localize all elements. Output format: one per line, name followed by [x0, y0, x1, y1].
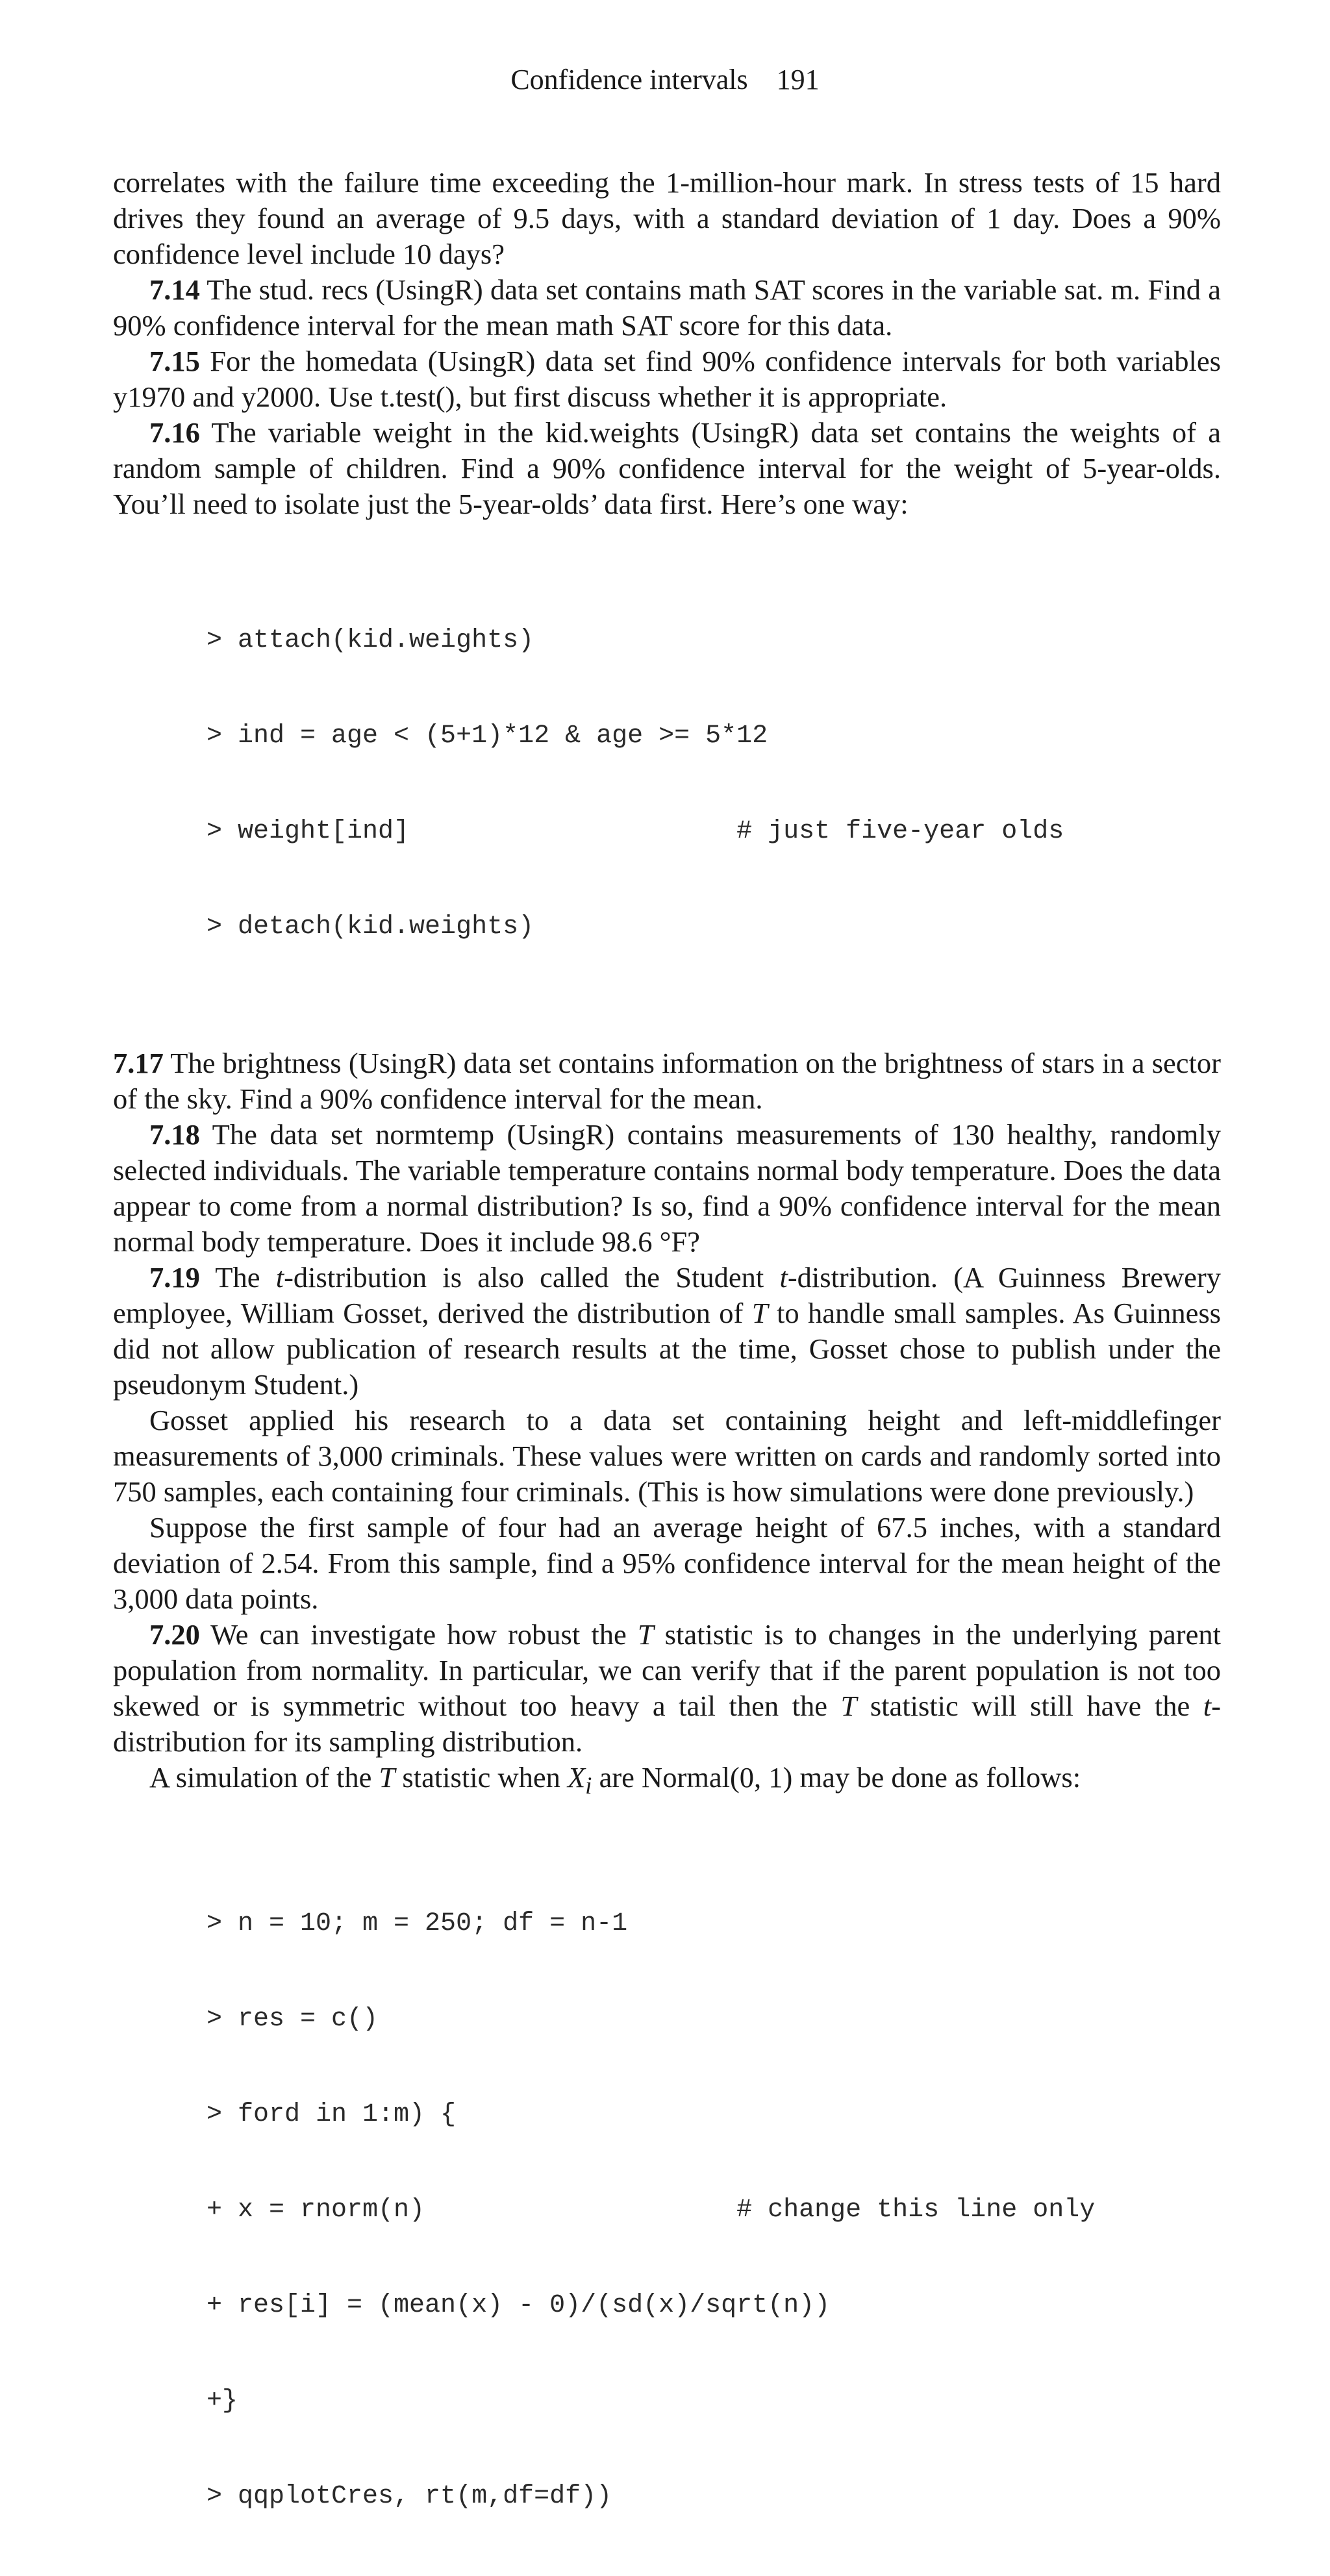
exercise-7-18	[113, 1117, 1221, 1260]
paragraph-text: statistic when	[395, 1761, 568, 1794]
code-line: > n = 10; m = 250; df = n-1	[207, 1908, 628, 1938]
italic-symbol: T	[637, 1618, 654, 1651]
exercise-number: 7.20	[149, 1618, 200, 1651]
code-line: > ind = age < (5+1)*12 & age >= 5*12	[207, 721, 768, 751]
code-line: + x = rnorm(n) # change this line only	[207, 2195, 1096, 2225]
exercise-text: -distribution. (A Guinness Brewery employee, William Gosset, derived the distribution of	[113, 1261, 1221, 1329]
exercise-text: The data set normtemp (UsingR) contains measurements of 130 healthy, randomly selected individuals. The variable temperature contains normal body temperature. Does the data appear to come from a normal distribution? Is so, find a 90% confidence interval for the mean normal body temperature. Does it include 98.6 °F?	[113, 1118, 1221, 1258]
exercise-number: 7.17	[113, 1047, 164, 1079]
code-block-simulation	[113, 1844, 1221, 2576]
italic-symbol: t	[275, 1261, 284, 1294]
paragraph-gosset	[113, 1403, 1221, 1510]
code-line: + res[i] = (mean(x) - 0)/(sd(x)/sqrt(n))	[207, 2290, 831, 2320]
exercise-text: The brightness (UsingR) data set contains information on the brightness of stars in a sector of the sky. Find a 90% confidence interval for the mean.	[113, 1047, 1221, 1115]
code-line: > weight[ind] # just five-year olds	[207, 817, 1064, 846]
paragraph-continuation	[113, 165, 1221, 272]
running-header-title: Confidence intervals	[510, 64, 748, 95]
code-line: > attach(kid.weights)	[207, 626, 534, 655]
exercise-7-16	[113, 415, 1221, 522]
code-line: > qqplotCres, rt(m,df=df))	[207, 2481, 612, 2511]
exercise-text: The stud. recs (UsingR) data set contains math SAT scores in the variable sat. m. Find a 90% confidence interval for the mean math SAT score for this data.	[113, 273, 1221, 342]
italic-symbol: t	[1203, 1690, 1212, 1722]
exercise-7-15	[113, 344, 1221, 415]
italic-symbol: T	[751, 1297, 768, 1329]
exercise-number: 7.16	[149, 416, 200, 449]
exercise-text: statistic is to changes in the underlying parent population from normality. In particular, we can verify that if the parent population is not too skewed or is symmetric without too heavy a tail then the	[113, 1618, 1221, 1722]
exercise-7-20	[113, 1617, 1221, 1760]
page-number: 191	[776, 64, 820, 95]
paragraph-text: are Normal(0, 1) may be done as follows:	[592, 1761, 1081, 1794]
code-line: > ford in 1:m) {	[207, 2099, 457, 2129]
paragraph-text: correlates with the failure time exceeding the 1-million-hour mark. In stress tests of 15 hard drives they found an average of 9.5 days, with a standard deviation of 1 day. Does a 90% confidence level include 10 days?	[113, 166, 1221, 270]
paragraph-text: Gosset applied his research to a data set containing height and left-middlefinger measurements of 3,000 criminals. These values were written on cards and randomly sorted into 750 samples, each containing four criminals. (This is how simulations were done previously.)	[113, 1404, 1221, 1508]
exercise-number: 7.15	[149, 345, 200, 377]
paragraph-simulation	[113, 1760, 1221, 1804]
code-line: +}	[207, 2386, 238, 2416]
exercise-number: 7.18	[149, 1118, 200, 1151]
page-body	[113, 165, 1221, 2576]
exercise-text: to handle small samples. As Guinness did not allow publication of research results at the time, Gosset chose to publish under the pseudonym Student.)	[113, 1297, 1221, 1401]
exercise-7-17	[113, 1045, 1221, 1117]
exercise-number: 7.14	[149, 273, 200, 306]
exercise-text: For the homedata (UsingR) data set find 90% confidence intervals for both variables y1970 and y2000. Use t.test(), but first discuss whether it is appropriate.	[113, 345, 1221, 413]
subscript: i	[585, 1772, 592, 1799]
exercise-7-19	[113, 1260, 1221, 1403]
code-line: > detach(kid.weights)	[207, 912, 534, 942]
exercise-7-14	[113, 272, 1221, 344]
exercise-text: -distribution is also called the Student	[284, 1261, 780, 1294]
italic-symbol: X	[567, 1761, 586, 1794]
code-line: > res = c()	[207, 2004, 379, 2034]
paragraph-suppose	[113, 1510, 1221, 1617]
paragraph-text: Suppose the first sample of four had an average height of 67.5 inches, with a standard deviation of 2.54. From this sample, find a 95% confidence interval for the mean height of the 3,000 data points.	[113, 1511, 1221, 1615]
exercise-number: 7.19	[149, 1261, 200, 1294]
exercise-text: The	[199, 1261, 276, 1294]
italic-symbol: T	[379, 1761, 395, 1794]
running-header	[0, 62, 1330, 97]
exercise-text: We can investigate how robust the	[199, 1618, 638, 1651]
exercise-text: The variable weight in the kid.weights (UsingR) data set contains the weights of a random sample of children. Find a 90% confidence interval for the weight of 5-year-olds. You’ll need to isolate just the 5-year-olds’ data first. Here’s one way:	[113, 416, 1221, 520]
exercise-text: -distribution for its sampling distribution.	[113, 1690, 1221, 1758]
code-block-kid-weights	[113, 561, 1221, 1007]
italic-symbol: t	[779, 1261, 788, 1294]
exercise-text: statistic will still have the	[857, 1690, 1203, 1722]
italic-symbol: T	[840, 1690, 857, 1722]
paragraph-text: A simulation of the	[149, 1761, 379, 1794]
